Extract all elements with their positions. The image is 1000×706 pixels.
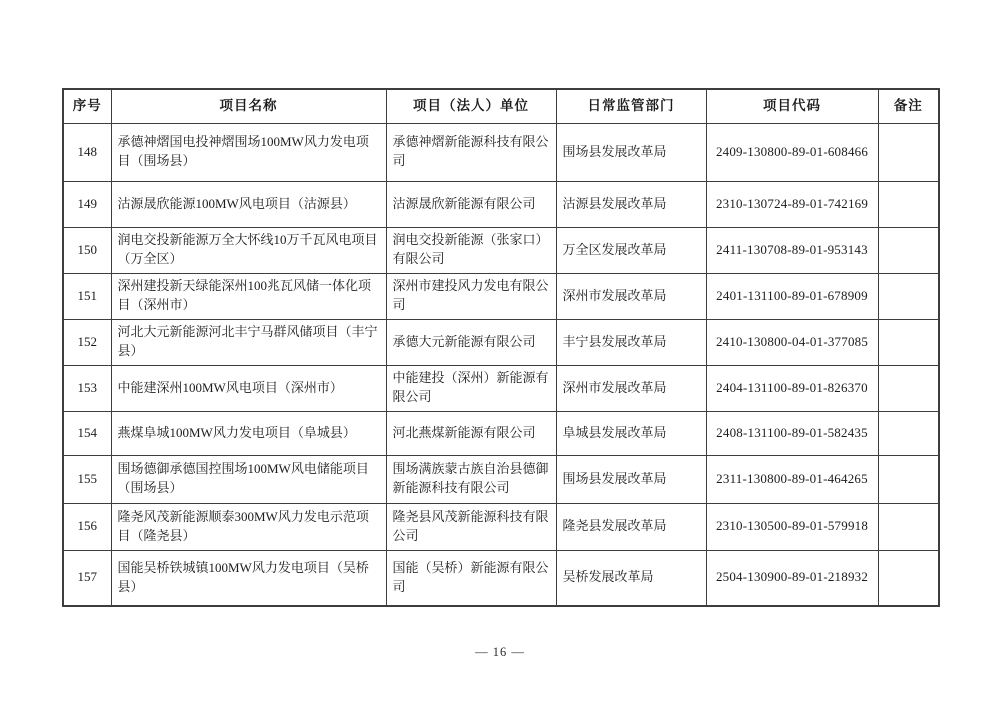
cell-seq: 149 bbox=[63, 181, 111, 227]
cell-entity: 承德大元新能源有限公司 bbox=[386, 319, 556, 365]
table-row bbox=[63, 411, 939, 455]
header-row bbox=[63, 89, 939, 123]
cell-note bbox=[878, 411, 939, 455]
cell-seq: 151 bbox=[63, 273, 111, 319]
cell-project-code: 2504-130900-89-01-218932 bbox=[706, 550, 878, 606]
header-dept: 日常监管部门 bbox=[556, 89, 706, 123]
table-body bbox=[63, 123, 939, 606]
cell-note bbox=[878, 550, 939, 606]
cell-project-code: 2310-130724-89-01-742169 bbox=[706, 181, 878, 227]
cell-project-code: 2311-130800-89-01-464265 bbox=[706, 455, 878, 503]
table-row bbox=[63, 503, 939, 550]
cell-project-name: 河北大元新能源河北丰宁马群风储项目（丰宁县） bbox=[111, 319, 386, 365]
cell-entity: 国能（吴桥）新能源有限公司 bbox=[386, 550, 556, 606]
cell-note bbox=[878, 181, 939, 227]
page-number: — 16 — bbox=[475, 645, 525, 659]
projects-table bbox=[62, 88, 940, 607]
header-note: 备注 bbox=[878, 89, 939, 123]
cell-note bbox=[878, 319, 939, 365]
table-row bbox=[63, 227, 939, 273]
cell-note bbox=[878, 123, 939, 181]
header-entity: 项目（法人）单位 bbox=[386, 89, 556, 123]
cell-dept: 深州市发展改革局 bbox=[556, 273, 706, 319]
cell-dept: 深州市发展改革局 bbox=[556, 365, 706, 411]
header-name: 项目名称 bbox=[111, 89, 386, 123]
cell-entity: 润电交投新能源（张家口）有限公司 bbox=[386, 227, 556, 273]
cell-seq: 150 bbox=[63, 227, 111, 273]
table-row bbox=[63, 550, 939, 606]
cell-project-code: 2401-131100-89-01-678909 bbox=[706, 273, 878, 319]
cell-project-name: 沽源晟欣能源100MW风电项目（沽源县） bbox=[111, 181, 386, 227]
cell-project-name: 燕煤阜城100MW风力发电项目（阜城县） bbox=[111, 411, 386, 455]
cell-note bbox=[878, 365, 939, 411]
table-row bbox=[63, 365, 939, 411]
cell-seq: 156 bbox=[63, 503, 111, 550]
cell-seq: 155 bbox=[63, 455, 111, 503]
table-row bbox=[63, 455, 939, 503]
cell-dept: 围场县发展改革局 bbox=[556, 123, 706, 181]
cell-project-name: 围场德御承德国控围场100MW风电储能项目（围场县） bbox=[111, 455, 386, 503]
table-row bbox=[63, 319, 939, 365]
cell-entity: 隆尧县风茂新能源科技有限公司 bbox=[386, 503, 556, 550]
table-row bbox=[63, 181, 939, 227]
cell-note bbox=[878, 455, 939, 503]
cell-seq: 154 bbox=[63, 411, 111, 455]
cell-project-code: 2408-131100-89-01-582435 bbox=[706, 411, 878, 455]
header-code: 项目代码 bbox=[706, 89, 878, 123]
cell-dept: 万全区发展改革局 bbox=[556, 227, 706, 273]
cell-project-name: 国能吴桥铁城镇100MW风力发电项目（吴桥县） bbox=[111, 550, 386, 606]
cell-entity: 河北燕煤新能源有限公司 bbox=[386, 411, 556, 455]
table-row bbox=[63, 123, 939, 181]
cell-seq: 152 bbox=[63, 319, 111, 365]
cell-entity: 深州市建投风力发电有限公司 bbox=[386, 273, 556, 319]
cell-note bbox=[878, 273, 939, 319]
cell-project-code: 2409-130800-89-01-608466 bbox=[706, 123, 878, 181]
cell-entity: 沽源晟欣新能源有限公司 bbox=[386, 181, 556, 227]
cell-dept: 吴桥发展改革局 bbox=[556, 550, 706, 606]
cell-project-code: 2410-130800-04-01-377085 bbox=[706, 319, 878, 365]
cell-seq: 157 bbox=[63, 550, 111, 606]
cell-dept: 围场县发展改革局 bbox=[556, 455, 706, 503]
cell-project-name: 中能建深州100MW风电项目（深州市） bbox=[111, 365, 386, 411]
cell-dept: 丰宁县发展改革局 bbox=[556, 319, 706, 365]
cell-project-name: 润电交投新能源万全大怀线10万千瓦风电项目（万全区） bbox=[111, 227, 386, 273]
table-row bbox=[63, 273, 939, 319]
cell-seq: 148 bbox=[63, 123, 111, 181]
cell-project-name: 承德神熠国电投神熠围场100MW风力发电项目（围场县） bbox=[111, 123, 386, 181]
cell-entity: 中能建投（深州）新能源有限公司 bbox=[386, 365, 556, 411]
cell-project-name: 隆尧风茂新能源顺泰300MW风力发电示范项目（隆尧县） bbox=[111, 503, 386, 550]
cell-dept: 阜城县发展改革局 bbox=[556, 411, 706, 455]
cell-project-code: 2404-131100-89-01-826370 bbox=[706, 365, 878, 411]
header-seq: 序号 bbox=[63, 89, 111, 123]
cell-entity: 围场满族蒙古族自治县德御新能源科技有限公司 bbox=[386, 455, 556, 503]
table-header bbox=[63, 89, 939, 123]
cell-note bbox=[878, 227, 939, 273]
cell-seq: 153 bbox=[63, 365, 111, 411]
cell-project-code: 2411-130708-89-01-953143 bbox=[706, 227, 878, 273]
cell-entity: 承德神熠新能源科技有限公司 bbox=[386, 123, 556, 181]
cell-dept: 沽源县发展改革局 bbox=[556, 181, 706, 227]
cell-note bbox=[878, 503, 939, 550]
cell-project-code: 2310-130500-89-01-579918 bbox=[706, 503, 878, 550]
cell-dept: 隆尧县发展改革局 bbox=[556, 503, 706, 550]
cell-project-name: 深州建投新天绿能深州100兆瓦风储一体化项目（深州市） bbox=[111, 273, 386, 319]
